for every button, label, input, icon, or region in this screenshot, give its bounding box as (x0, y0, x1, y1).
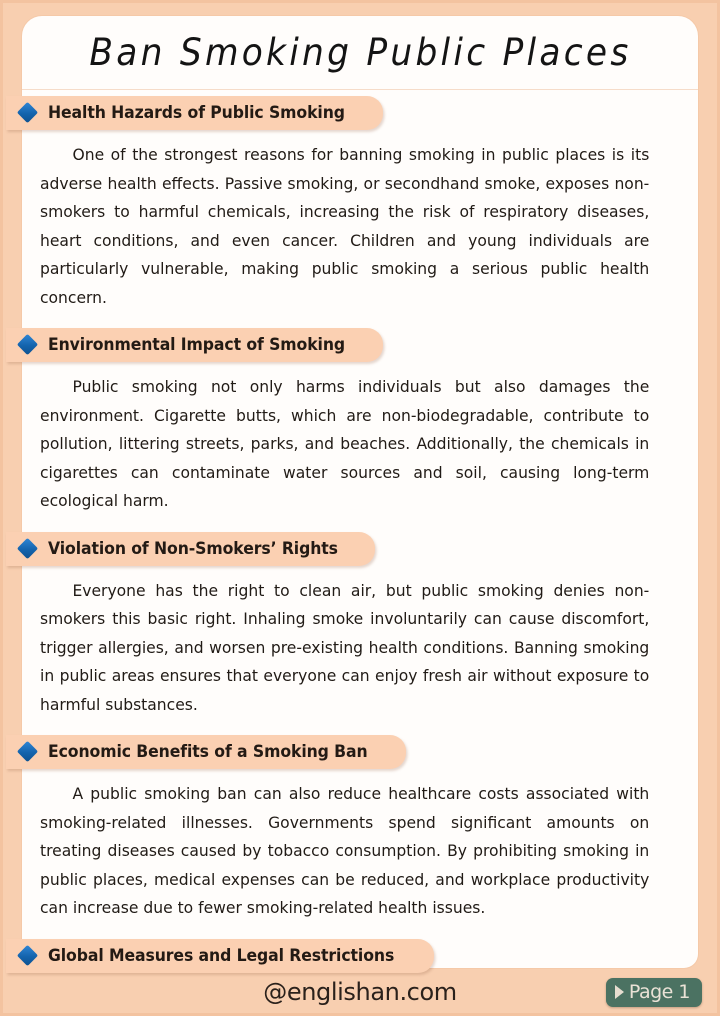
section-paragraph: Everyone has the right to clean air, but public smoking denies non-smokers this basic right. Inhaling smoke involuntarily can cause discomfort, trigger allergies, and worsen pre-existing health conditions. Banning smoking in public areas ensures that everyone can enjoy fresh air without exposure to harmful substances. (40, 580, 650, 714)
section-paragraph: Public smoking not only harms individuals but also damages the environment. Cigarette butts, which are non-biodegradable, contribute to pollution, littering streets, parks, and beaches. Additionally, the chemicals in cigarettes can contaminate water sources and soil, causing long-term ecological harm. (40, 377, 650, 510)
section-non-smokers-rights (0, 532, 720, 720)
section-environmental-impact (0, 328, 720, 516)
section-economic-benefits (0, 735, 720, 923)
diamond-bullet-icon (17, 741, 38, 762)
diamond-bullet-icon (17, 102, 38, 123)
page-number-badge (606, 978, 702, 1007)
diamond-bullet-icon (17, 944, 38, 965)
section-heading-label: Environmental Impact of Smoking (48, 335, 346, 354)
section-heading-label: Economic Benefits of a Smoking Ban (48, 742, 368, 761)
page-number-label: Page 1 (628, 980, 690, 1003)
page-title: Ban Smoking Public Places (88, 31, 632, 74)
article-body (0, 96, 720, 973)
arrow-right-icon (615, 985, 624, 999)
section-heading (6, 532, 375, 566)
page-footer (0, 968, 720, 1016)
section-heading (6, 328, 383, 362)
section-health-hazards (0, 96, 720, 312)
section-heading-label: Health Hazards of Public Smoking (48, 103, 345, 122)
section-paragraph: A public smoking ban can also reduce healthcare costs associated with smoking-related illnesses. Governments spend significant amounts on treating diseases caused by tobacco consumption. By prohibiting smoking in public places, medical expenses can be reduced, and workplace productivity can increase due to fewer smoking-related health issues. (40, 784, 650, 917)
website-credit: @englishan.com (263, 978, 457, 1006)
section-heading-label: Violation of Non-Smokers’ Rights (48, 538, 338, 558)
diamond-bullet-icon (17, 537, 38, 558)
section-paragraph: One of the strongest reasons for banning smoking in public places is its adverse health effects. Passive smoking, or secondhand smoke, exposes non-smokers to harmful chemicals, increasing the risk of respiratory diseases, heart conditions, and even cancer. Children and young individuals are particularly vulnerable, making public smoking a serious public health concern. (40, 145, 650, 307)
section-heading-label: Global Measures and Legal Restrictions (48, 945, 395, 965)
section-heading (6, 96, 383, 130)
title-bar (22, 16, 698, 90)
section-heading (6, 735, 406, 769)
diamond-bullet-icon (17, 334, 38, 355)
